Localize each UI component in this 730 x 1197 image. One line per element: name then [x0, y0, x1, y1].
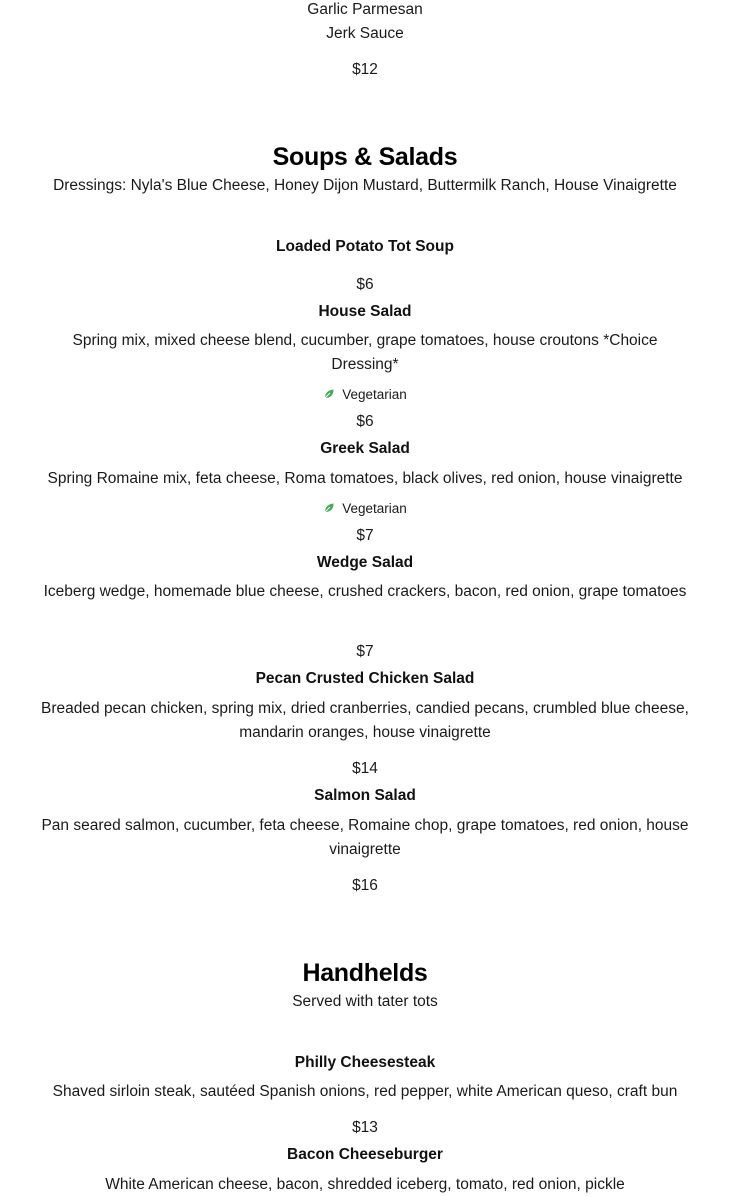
item-price: $16	[352, 877, 378, 894]
menu-item-name: House Salad	[318, 303, 412, 320]
menu-item-name: Philly Cheesesteak	[294, 1054, 436, 1071]
item-price: $13	[352, 1119, 378, 1136]
menu-item-name: Pecan Crusted Chicken Salad	[255, 670, 475, 687]
menu-item-description: Iceberg wedge, homemade blue cheese, crushed crackers, bacon, red onion, grape tomatoes	[43, 583, 687, 600]
item-price: $6	[356, 413, 374, 430]
dietary-label: Vegetarian	[342, 387, 407, 402]
sauce-option: Garlic Parmesan	[307, 1, 423, 18]
section-title-handhelds: Handhelds	[302, 959, 428, 987]
item-price: $7	[356, 527, 374, 544]
dietary-badge	[0, 385, 730, 405]
section-title-soups-salads: Soups & Salads	[272, 143, 458, 171]
menu-item-description: Pan seared salmon, cucumber, feta cheese, Romaine chop, grape tomatoes, red onion, house vinaigrette	[41, 817, 689, 858]
item-price: $6	[356, 276, 374, 293]
menu-item-description: Spring mix, mixed cheese blend, cucumber, grape tomatoes, house croutons *Choice Dressing*	[72, 332, 658, 373]
item-price: $14	[352, 760, 378, 777]
menu-item-description: Shaved sirloin steak, sautéed Spanish onions, red pepper, white American queso, craft bun	[52, 1083, 678, 1100]
menu-item-description: Spring Romaine mix, feta cheese, Roma tomatoes, black olives, red onion, house vinaigrette	[47, 470, 683, 487]
section-subtitle-soups-salads: Dressings: Nyla's Blue Cheese, Honey Dijon Mustard, Buttermilk Ranch, House Vinaigrette	[53, 177, 677, 194]
menu-item-description: White American cheese, bacon, shredded iceberg, tomato, red onion, pickle	[105, 1176, 625, 1193]
menu-item-description: Breaded pecan chicken, spring mix, dried cranberries, candied pecans, crumbled blue cheese, mandarin oranges, house vinaigrette	[41, 700, 689, 741]
dietary-label: Vegetarian	[342, 501, 407, 516]
menu-item-name: Wedge Salad	[316, 554, 414, 571]
sauce-option: Jerk Sauce	[326, 25, 404, 42]
item-price: $7	[356, 643, 374, 660]
dietary-badge	[0, 499, 730, 519]
menu-item-name: Bacon Cheeseburger	[287, 1146, 443, 1163]
menu-item-name: Greek Salad	[320, 440, 410, 457]
menu-item-name: Loaded Potato Tot Soup	[276, 238, 454, 255]
section-subtitle-handhelds: Served with tater tots	[292, 993, 438, 1010]
menu-item-name: Salmon Salad	[314, 787, 416, 804]
leaf-icon	[323, 502, 335, 514]
item-price: $12	[352, 61, 378, 78]
leaf-icon	[323, 388, 335, 400]
